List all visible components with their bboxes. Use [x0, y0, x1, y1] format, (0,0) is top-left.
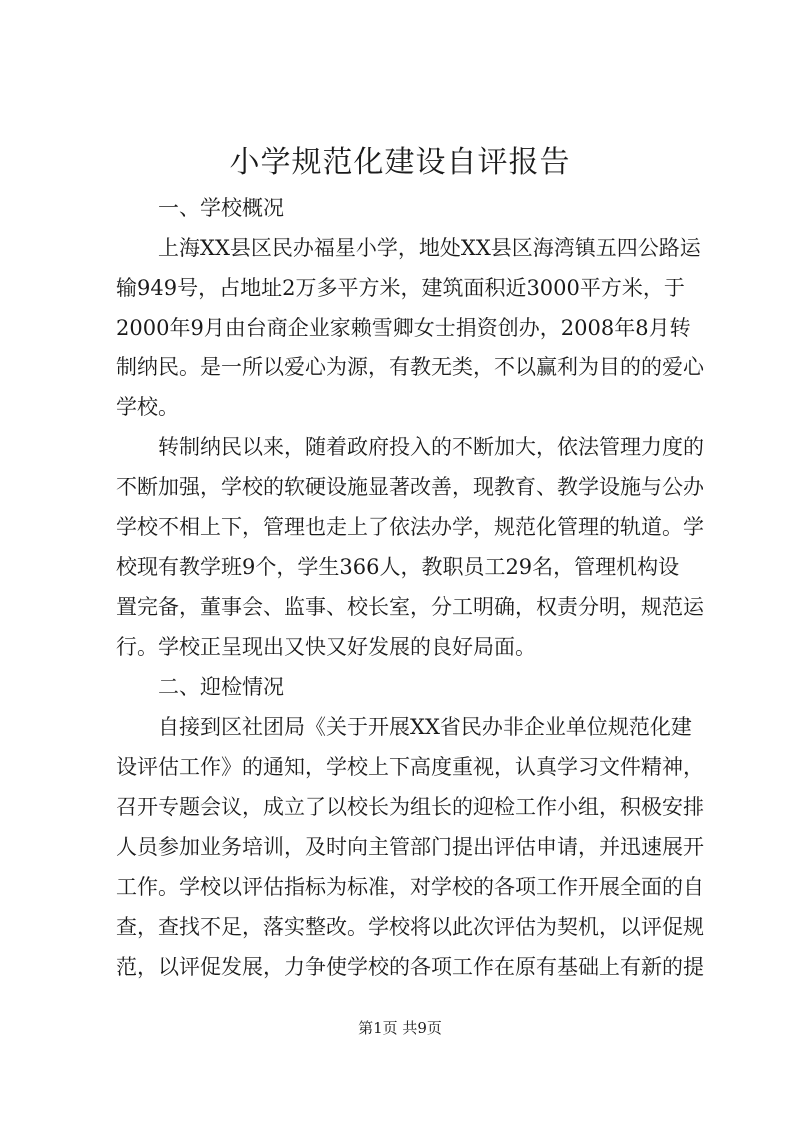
text-line: 自接到区社团局《关于开展XX省民办非企业单位规范化建: [158, 715, 692, 739]
text-line: 设评估工作》的通知，学校上下高度重视，认真学习文件精神，: [116, 755, 704, 779]
text-line: 制纳民。是一所以爱心为源，有教无类，不以赢利为目的的爱心: [116, 355, 704, 379]
document-title: 小学规范化建设自评报告: [229, 145, 571, 180]
text-line: 人员参加业务培训，及时向主管部门提出评估申请，并迅速展开: [116, 835, 704, 859]
text-line: 不断加强，学校的软硬设施显著改善，现教育、教学设施与公办: [116, 475, 704, 499]
text-line: 工作。学校以评估指标为标准，对学校的各项工作开展全面的自: [116, 875, 704, 899]
text-line: 转制纳民以来，随着政府投入的不断加大，依法管理力度的: [158, 435, 704, 459]
text-line: 行。学校正呈现出又快又好发展的良好局面。: [116, 635, 536, 659]
section-heading-inspection: 二、迎检情况: [158, 675, 284, 699]
text-line: 输949号，占地址2万多平方米，建筑面积近3000平方米，于: [116, 276, 685, 300]
text-line: 上海XX县区民办福星小学，地处XX县区海湾镇五四公路运: [158, 236, 701, 260]
text-line: 学校不相上下，管理也走上了依法办学，规范化管理的轨道。学: [116, 515, 704, 539]
page-number-footer: 第1页 共9页: [358, 1019, 442, 1037]
text-line: 学校。: [116, 395, 179, 419]
section-heading-school-overview: 一、学校概况: [158, 196, 284, 220]
text-line: 查，查找不足，落实整改。学校将以此次评估为契机，以评促规: [116, 915, 704, 939]
text-line: 2000年9月由台商企业家赖雪卿女士捐资创办，2008年8月转: [116, 316, 691, 340]
text-line: 校现有教学班9个，学生366人，教职员工29名，管理机构设: [116, 555, 680, 579]
text-line: 召开专题会议，成立了以校长为组长的迎检工作小组，积极安排: [116, 795, 704, 819]
text-line: 置完备，董事会、监事、校长室，分工明确，权责分明，规范运: [116, 595, 704, 619]
text-line: 范，以评促发展，力争使学校的各项工作在原有基础上有新的提: [116, 955, 704, 979]
